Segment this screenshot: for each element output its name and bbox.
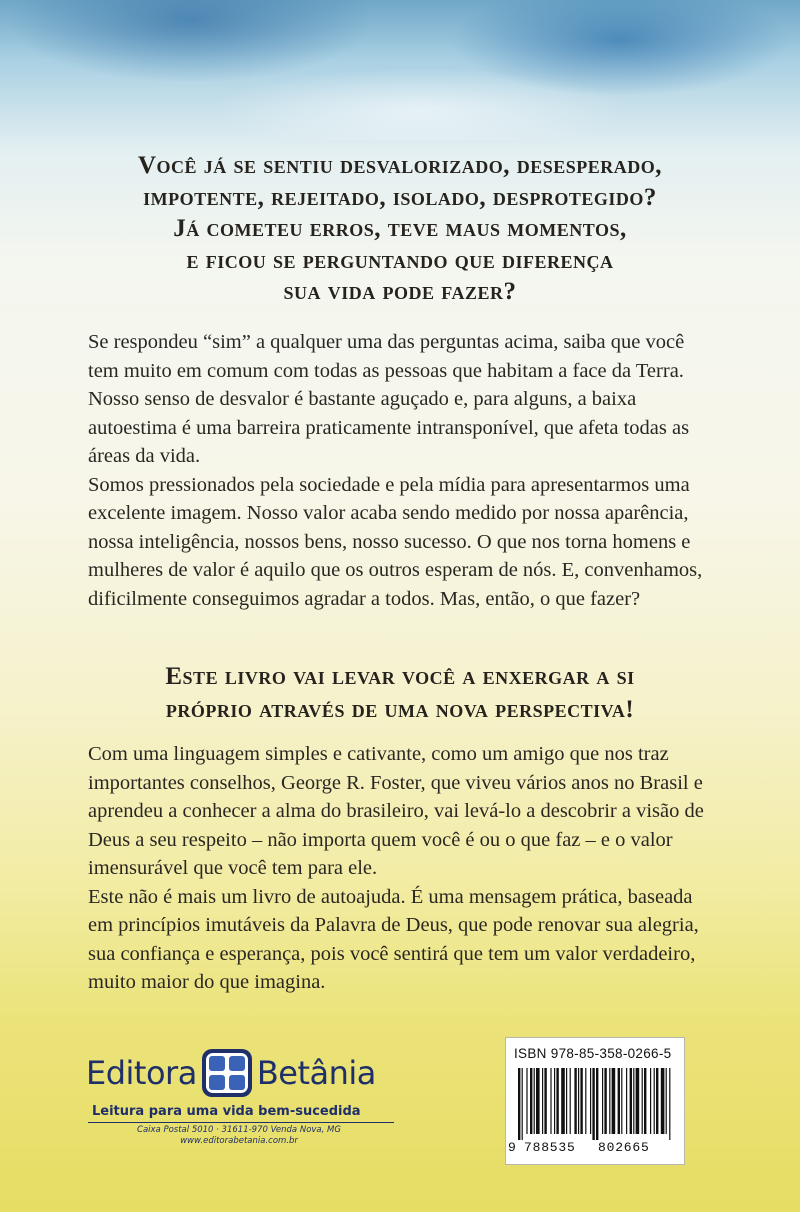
heading-line: próprio através de uma nova perspectiva! [165,696,635,723]
barcode-digits-left: 788535 [524,1140,576,1155]
barcode-bar [544,1068,546,1134]
book-promise-heading [0,660,800,726]
barcode-bar [530,1068,532,1134]
barcode-bar [566,1068,567,1134]
barcode-bar [580,1068,582,1134]
barcode-bar [642,1068,643,1134]
barcode-bar [669,1068,670,1140]
barcode-digits-right: 802665 [598,1140,650,1155]
intro-text-block [88,328,716,613]
isbn-barcode [505,1037,685,1165]
barcode-bar [602,1068,603,1134]
barcode-bar [592,1068,594,1140]
barcode-bar [526,1068,527,1134]
publisher-tagline: Leitura para uma vida bem-sucedida [92,1104,361,1119]
publisher-name-right: Betânia [256,1054,376,1092]
barcode-bar [596,1068,598,1140]
barcode-bar [626,1068,627,1134]
barcode-bar [574,1068,576,1134]
barcode-bar [621,1068,622,1134]
barcode-bar [518,1068,520,1140]
window-cross-icon [201,1048,253,1098]
barcode-bar [604,1068,606,1134]
heading-line: Já cometeu erros, teve maus momentos, [173,215,627,242]
barcode-bar [534,1068,535,1134]
intro-questions-heading [0,150,800,308]
publisher-address: Caixa Postal 5010 · 31611-970 Venda Nova, MG [137,1125,341,1135]
barcode-bar [570,1068,571,1134]
publisher-logo [86,1048,406,1168]
barcode-bar [654,1068,655,1134]
barcode-bar [666,1068,667,1134]
heading-line: sua vida pode fazer? [283,278,517,305]
barcode-bar [630,1068,632,1134]
sky-background [0,0,800,140]
barcode-bar [578,1068,579,1134]
divider [88,1122,394,1123]
barcode-bar [561,1068,565,1134]
barcode-bar [636,1068,640,1134]
barcode-bar [612,1068,616,1134]
barcode-bar [618,1068,620,1134]
heading-line: Este livro vai levar você a enxergar a si [165,663,635,690]
isbn-label: ISBN 978-85-358-0266-5 [514,1046,672,1061]
paragraph: Somos pressionados pela sociedade e pela mídia para apresentarmos uma excelente imagem. Nosso valor acaba sendo medido por nossa aparência, nossa inteligência, nossos bens, nosso sucesso. O que nos torna homens e mulheres de valor é aquilo que os outros esperam de nós. E, convenhamos, dificilmente conseguimos agradar a todos. Mas, então, o que fazer? [88,473,703,610]
barcode-bar [633,1068,634,1134]
barcode-bar [609,1068,610,1134]
barcode-bar [585,1068,586,1134]
heading-line: impotente, rejeitado, isolado, desprotegido? [143,183,657,211]
paragraph: Este não é mais um livro de autoajuda. É uma mensagem prática, baseada em princípios imutáveis da Palavra de Deus, que pode renovar sua alegria, sua confiança e esperança, pois você sentirá que tem um valor verdadeiro, muito maior do que imagina. [88,885,699,993]
barcode-bar [536,1068,540,1134]
publisher-website: www.editorabetania.com.br [180,1136,298,1146]
paragraph: Se respondeu “sim” a qualquer uma das perguntas acima, saiba que você tem muito em comum com todas as pessoas que habitam a face da Terra. Nosso senso de desvalor é bastante aguçado e, para alguns, a baixa autoestima é uma barreira praticamente intransponível, que afeta todas as áreas da vida. [88,331,690,467]
description-text-block [88,740,716,997]
barcode-bar [542,1068,543,1134]
heading-line: Você já se sentiu desvalorizado, desesperado, [137,152,663,179]
paragraph: Com uma linguagem simples e cativante, como um amigo que nos traz importantes conselhos, George R. Foster, que viveu vários anos no Brasil e aprendeu a conhecer a alma do brasileiro, vai levá-lo a descobrir a visão de Deus a seu respeito – não importa quem você é ou o que faz – e o valor imensurável que você tem para ele. [88,743,704,879]
heading-line: e ficou se perguntando que diferença [186,246,614,274]
barcode-bar [644,1068,646,1134]
barcode-bar [556,1068,558,1134]
publisher-name-left: Editora [86,1054,197,1092]
barcode-digit-lead: 9 [508,1140,516,1155]
barcode-bar [590,1068,591,1134]
barcode-bar [656,1068,658,1134]
barcode-bar [661,1068,665,1134]
barcode-bar [650,1068,651,1134]
barcode-bars [518,1068,674,1140]
barcode-bar [554,1068,555,1134]
barcode-bar [550,1068,551,1134]
barcode-bar [522,1068,523,1140]
